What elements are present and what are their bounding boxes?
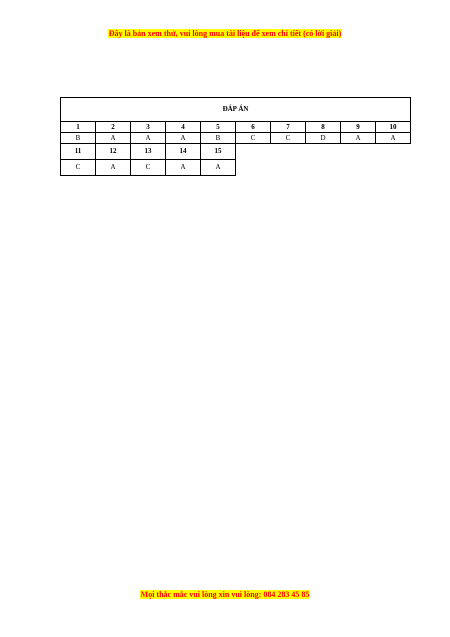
question-number-row — [61, 144, 411, 160]
answer-cell: A — [131, 133, 166, 144]
empty-cell — [306, 160, 341, 176]
question-number: 9 — [341, 122, 376, 133]
empty-cell — [271, 144, 306, 160]
answer-cell: C — [131, 160, 166, 176]
answer-row — [61, 160, 411, 176]
empty-cell — [236, 160, 271, 176]
question-number: 4 — [166, 122, 201, 133]
question-number-row — [61, 122, 411, 133]
answer-cell: C — [61, 160, 96, 176]
answer-key-table — [60, 97, 411, 176]
answer-cell: A — [201, 160, 236, 176]
question-number: 3 — [131, 122, 166, 133]
question-number: 6 — [236, 122, 271, 133]
question-number: 10 — [376, 122, 411, 133]
empty-cell — [376, 144, 411, 160]
question-number: 13 — [131, 144, 166, 160]
question-number: 12 — [96, 144, 131, 160]
empty-cell — [236, 144, 271, 160]
question-number: 14 — [166, 144, 201, 160]
empty-cell — [306, 144, 341, 160]
preview-notice-banner — [0, 29, 450, 39]
answer-cell: B — [61, 133, 96, 144]
answer-cell: C — [271, 133, 306, 144]
contact-banner — [0, 590, 450, 600]
question-number: 5 — [201, 122, 236, 133]
empty-cell — [341, 160, 376, 176]
answer-cell: A — [96, 160, 131, 176]
question-number: 11 — [61, 144, 96, 160]
answer-key-title: ĐÁP ÁN — [61, 98, 411, 122]
answer-cell: A — [376, 133, 411, 144]
answer-cell: D — [306, 133, 341, 144]
answer-cell: B — [201, 133, 236, 144]
answer-cell: A — [166, 160, 201, 176]
question-number: 8 — [306, 122, 341, 133]
answer-row — [61, 133, 411, 144]
answer-cell: A — [341, 133, 376, 144]
empty-cell — [376, 160, 411, 176]
question-number: 1 — [61, 122, 96, 133]
empty-cell — [271, 160, 306, 176]
answer-cell: A — [166, 133, 201, 144]
answer-cell: C — [236, 133, 271, 144]
answer-cell: A — [96, 133, 131, 144]
question-number: 15 — [201, 144, 236, 160]
empty-cell — [341, 144, 376, 160]
preview-notice-text: Đây là bản xem thử, vui lòng mua tài liệu để xem chi tiết (có lời giải) — [108, 29, 342, 38]
question-number: 2 — [96, 122, 131, 133]
contact-text: Mọi thắc mắc vui lòng xin vui lòng: 084 283 45 85 — [140, 590, 310, 599]
question-number: 7 — [271, 122, 306, 133]
